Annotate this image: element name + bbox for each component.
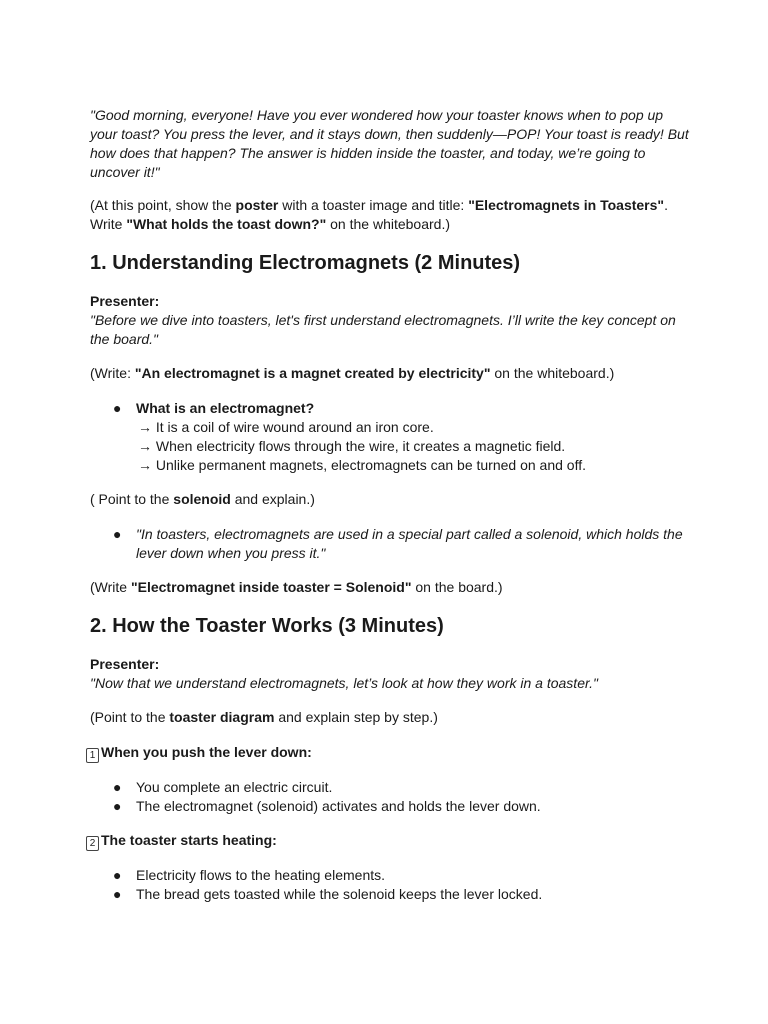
- point-instruction-pre: ( Point to the: [90, 491, 174, 507]
- list-item: [90, 866, 690, 885]
- bullet-icon: ●: [113, 886, 122, 902]
- poster-instruction: [90, 196, 690, 234]
- bullet-icon: ●: [113, 400, 122, 416]
- diagram-instruction-pre: (Point to the: [90, 709, 170, 725]
- point-instruction: [90, 490, 690, 509]
- step-2-bullet-list: [90, 866, 690, 904]
- bullet-text: You complete an electric circuit.: [136, 779, 333, 795]
- step-1-heading: [86, 743, 686, 763]
- write-instruction-post: on the whiteboard.): [490, 365, 615, 381]
- bullet-icon: ●: [113, 867, 122, 883]
- poster-instruction-text-3: . Write: [90, 197, 668, 232]
- list-item: [90, 797, 690, 816]
- keycap-2-icon: 2: [86, 836, 99, 851]
- list-item: [90, 885, 690, 904]
- solenoid-quote: "In toasters, electromagnets are used in a special part called a solenoid, which holds the lever down when you press it.": [136, 526, 683, 561]
- electromagnet-bullet-list: [90, 399, 690, 475]
- list-item: [90, 525, 690, 563]
- bullet-text: The bread gets toasted while the solenoid keeps the lever locked.: [136, 886, 543, 902]
- solenoid-bullet-list: [90, 525, 690, 563]
- write-instruction: [90, 364, 690, 383]
- board-instruction-pre: (Write: [90, 579, 131, 595]
- poster-title: "Electromagnets in Toasters": [468, 197, 665, 213]
- write-instruction-pre: (Write:: [90, 365, 135, 381]
- solenoid-equation: "Electromagnet inside toaster = Solenoid": [130, 579, 412, 595]
- poster-instruction-text-2: with a toaster image and title:: [278, 197, 469, 213]
- presenter-quote: "Before we dive into toasters, let's first understand electromagnets. I’ll write the key concept on the board.": [90, 312, 676, 347]
- bullet-icon: ●: [113, 798, 122, 814]
- presenter-label: Presenter:: [90, 293, 160, 309]
- arrow-line: → Unlike permanent magnets, electromagnets can be turned on and off.: [138, 457, 587, 473]
- step-2-heading: [86, 831, 686, 851]
- bullet-text: Electricity flows to the heating elements.: [136, 867, 386, 883]
- diagram-instruction: [90, 708, 690, 727]
- arrow-line: → When electricity flows through the wire, it creates a magnetic field.: [138, 438, 566, 454]
- section-1-heading: 1. Understanding Electromagnets (2 Minutes): [90, 252, 521, 274]
- toaster-diagram-keyword: toaster diagram: [169, 709, 275, 725]
- poster-instruction-text-1: (At this point, show the: [90, 197, 236, 213]
- step-1-bullet-list: [90, 778, 690, 816]
- list-item: [90, 399, 690, 475]
- point-instruction-post: and explain.): [230, 491, 315, 507]
- whiteboard-question: "What holds the toast down?": [126, 216, 327, 232]
- board-instruction: [90, 578, 690, 597]
- poster-keyword: poster: [235, 197, 279, 213]
- list-item: [90, 778, 690, 797]
- presenter-quote: "Now that we understand electromagnets, let’s look at how they work in a toaster.": [90, 675, 598, 691]
- step-title: When you push the lever down:: [101, 744, 312, 760]
- step-title: The toaster starts heating:: [101, 832, 277, 848]
- arrow-line: → It is a coil of wire wound around an iron core.: [138, 419, 434, 435]
- intro-quote: "Good morning, everyone! Have you ever wondered how your toaster knows when to pop up your toast? You press the lever, and it stays down, then suddenly—POP! Your toast is ready! But how does that happen? The answer is hidden inside the toaster, and today, we’re going to uncover it!": [90, 107, 689, 180]
- diagram-instruction-post: and explain step by step.): [274, 709, 438, 725]
- bullet-heading: What is an electromagnet?: [136, 400, 315, 416]
- poster-instruction-text-4: on the whiteboard.): [326, 216, 450, 232]
- document-page: [90, 106, 690, 919]
- electromagnet-definition: "An electromagnet is a magnet created by electricity": [134, 365, 491, 381]
- bullet-icon: ●: [113, 779, 122, 795]
- bullet-text: The electromagnet (solenoid) activates and holds the lever down.: [136, 798, 541, 814]
- presenter-label: Presenter:: [90, 656, 160, 672]
- solenoid-keyword: solenoid: [173, 491, 231, 507]
- bullet-icon: ●: [113, 526, 122, 542]
- section-2-heading: 2. How the Toaster Works (3 Minutes): [90, 615, 444, 637]
- keycap-1-icon: 1: [86, 748, 99, 763]
- board-instruction-post: on the board.): [411, 579, 503, 595]
